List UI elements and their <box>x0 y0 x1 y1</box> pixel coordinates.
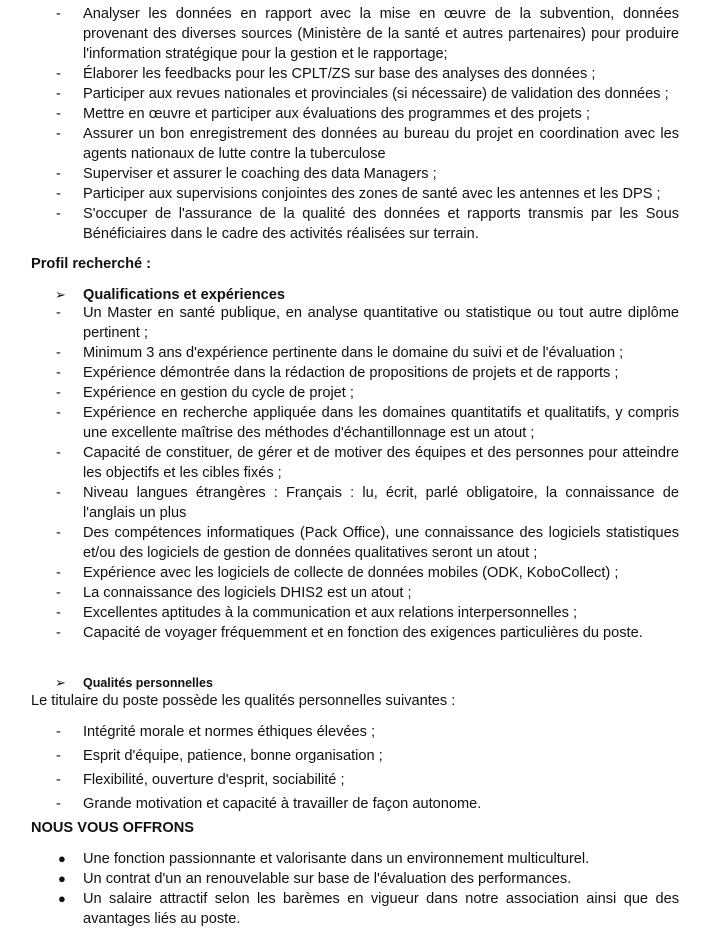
list-item: - Flexibilité, ouverture d'esprit, sociabilité ; <box>56 772 345 788</box>
list-item: - Excellentes aptitudes à la communication et aux relations interpersonnelles ; <box>56 605 578 621</box>
dash-marker: - <box>56 106 61 122</box>
offer-heading: NOUS VOUS OFFRONS <box>31 820 194 836</box>
list-item: - Grande motivation et capacité à travailler de façon autonome. <box>56 796 482 812</box>
list-item: - Intégrité morale et normes éthiques élevées ; <box>56 724 376 740</box>
dash-marker: - <box>56 485 61 501</box>
list-item: - Minimum 3 ans d'expérience pertinente dans le domaine du suivi et de l'évaluation ; <box>56 345 624 361</box>
list-item: - Capacité de voyager fréquemment et en fonction des exigences particulières du poste. <box>56 625 643 641</box>
arrow-bullet-icon: ➢ <box>55 287 66 302</box>
tasks-list <box>0 4 711 244</box>
list-item: - Assurer un bon enregistrement des données au bureau du projet en coordination avec les agents nationaux de lutte contre la tuberculose <box>56 126 679 162</box>
list-item: ● Un contrat d'un an renouvelable sur base de l'évaluation des performances. <box>58 871 572 887</box>
list-item: - Expérience en recherche appliquée dans les domaines quantitatifs et qualitatifs, y compris une excellente maîtrise des méthodes d'échantillonnage est un atout ; <box>56 405 679 441</box>
list-item: ● Une fonction passionnante et valorisante dans un environnement multiculturel. <box>58 851 590 867</box>
list-item: - Capacité de constituer, de gérer et de motiver des équipes et des personnes pour atteindre les objectifs et les cibles fixés ; <box>56 445 679 481</box>
list-item: - Analyser les données en rapport avec la mise en œuvre de la subvention, données provenant des diverses sources (Ministère de la santé et autres partenaires) pour produire l'information stratégique pour la gestion et le rapportage; <box>56 6 679 62</box>
dash-marker: - <box>56 385 61 401</box>
dash-marker: - <box>56 772 61 788</box>
dash-marker: - <box>56 6 61 22</box>
list-item: ● Un salaire attractif selon les barèmes en vigueur dans notre association ainsi que des avantages liés au poste. <box>58 891 679 927</box>
list-item: - S'occuper de l'assurance de la qualité des données et rapports transmis par les Sous Bénéficiaires dans le cadre des activités réalisées sur terrain. <box>56 206 679 242</box>
list-item: - Un Master en santé publique, en analyse quantitative ou statistique ou tout autre diplôme pertinent ; <box>56 305 679 341</box>
list-item: - Mettre en œuvre et participer aux évaluations des programmes et des projets ; <box>56 106 590 122</box>
qualifications-title: Qualifications et expériences <box>83 287 285 303</box>
dash-marker: - <box>56 724 61 740</box>
dash-marker: - <box>56 525 61 541</box>
bullet-icon: ● <box>58 891 66 906</box>
dash-marker: - <box>56 585 61 601</box>
list-item: - Expérience démontrée dans la rédaction de propositions de projets et de rapports ; <box>56 365 619 381</box>
dash-marker: - <box>56 625 61 641</box>
list-item: - Élaborer les feedbacks pour les CPLT/ZS sur base des analyses des données ; <box>56 66 596 82</box>
dash-marker: - <box>56 305 61 321</box>
arrow-bullet-icon: ➢ <box>55 675 66 690</box>
dash-marker: - <box>56 86 61 102</box>
dash-marker: - <box>56 66 61 82</box>
bullet-icon: ● <box>58 871 66 886</box>
dash-marker: - <box>56 565 61 581</box>
dash-marker: - <box>56 445 61 461</box>
personal-qualities-title: Qualités personnelles <box>83 676 213 690</box>
dash-marker: - <box>56 365 61 381</box>
dash-marker: - <box>56 748 61 764</box>
dash-marker: - <box>56 186 61 202</box>
profile-heading: Profil recherché : <box>31 256 152 272</box>
list-item: - Participer aux supervisions conjointes des zones de santé avec les antennes et les DPS ; <box>56 186 661 202</box>
offer-list <box>0 849 711 929</box>
dash-marker: - <box>56 206 61 222</box>
dash-marker: - <box>56 405 61 421</box>
personal-qualities-list <box>0 722 711 814</box>
list-item: - Niveau langues étrangères : Français : lu, écrit, parlé obligatoire, la connaissance de l'anglais un plus <box>56 485 679 521</box>
dash-marker: - <box>56 166 61 182</box>
list-item: - Des compétences informatiques (Pack Office), une connaissance des logiciels statistiques et/ou des logiciels de gestion de données qualitatives seront un atout ; <box>56 525 679 561</box>
dash-marker: - <box>56 345 61 361</box>
bullet-icon: ● <box>58 851 66 866</box>
list-item: - Participer aux revues nationales et provinciales (si nécessaire) de validation des données ; <box>56 86 669 102</box>
list-item: - Expérience avec les logiciels de collecte de données mobiles (ODK, KoboCollect) ; <box>56 565 619 581</box>
dash-marker: - <box>56 126 61 142</box>
list-item: - Esprit d'équipe, patience, bonne organisation ; <box>56 748 383 764</box>
list-item: - Expérience en gestion du cycle de projet ; <box>56 385 354 401</box>
list-item: - La connaissance des logiciels DHIS2 est un atout ; <box>56 585 412 601</box>
personal-qualities-intro: Le titulaire du poste possède les qualités personnelles suivantes : <box>31 693 456 709</box>
dash-marker: - <box>56 796 61 812</box>
qualifications-list <box>0 303 711 643</box>
list-item: - Superviser et assurer le coaching des data Managers ; <box>56 166 437 182</box>
dash-marker: - <box>56 605 61 621</box>
